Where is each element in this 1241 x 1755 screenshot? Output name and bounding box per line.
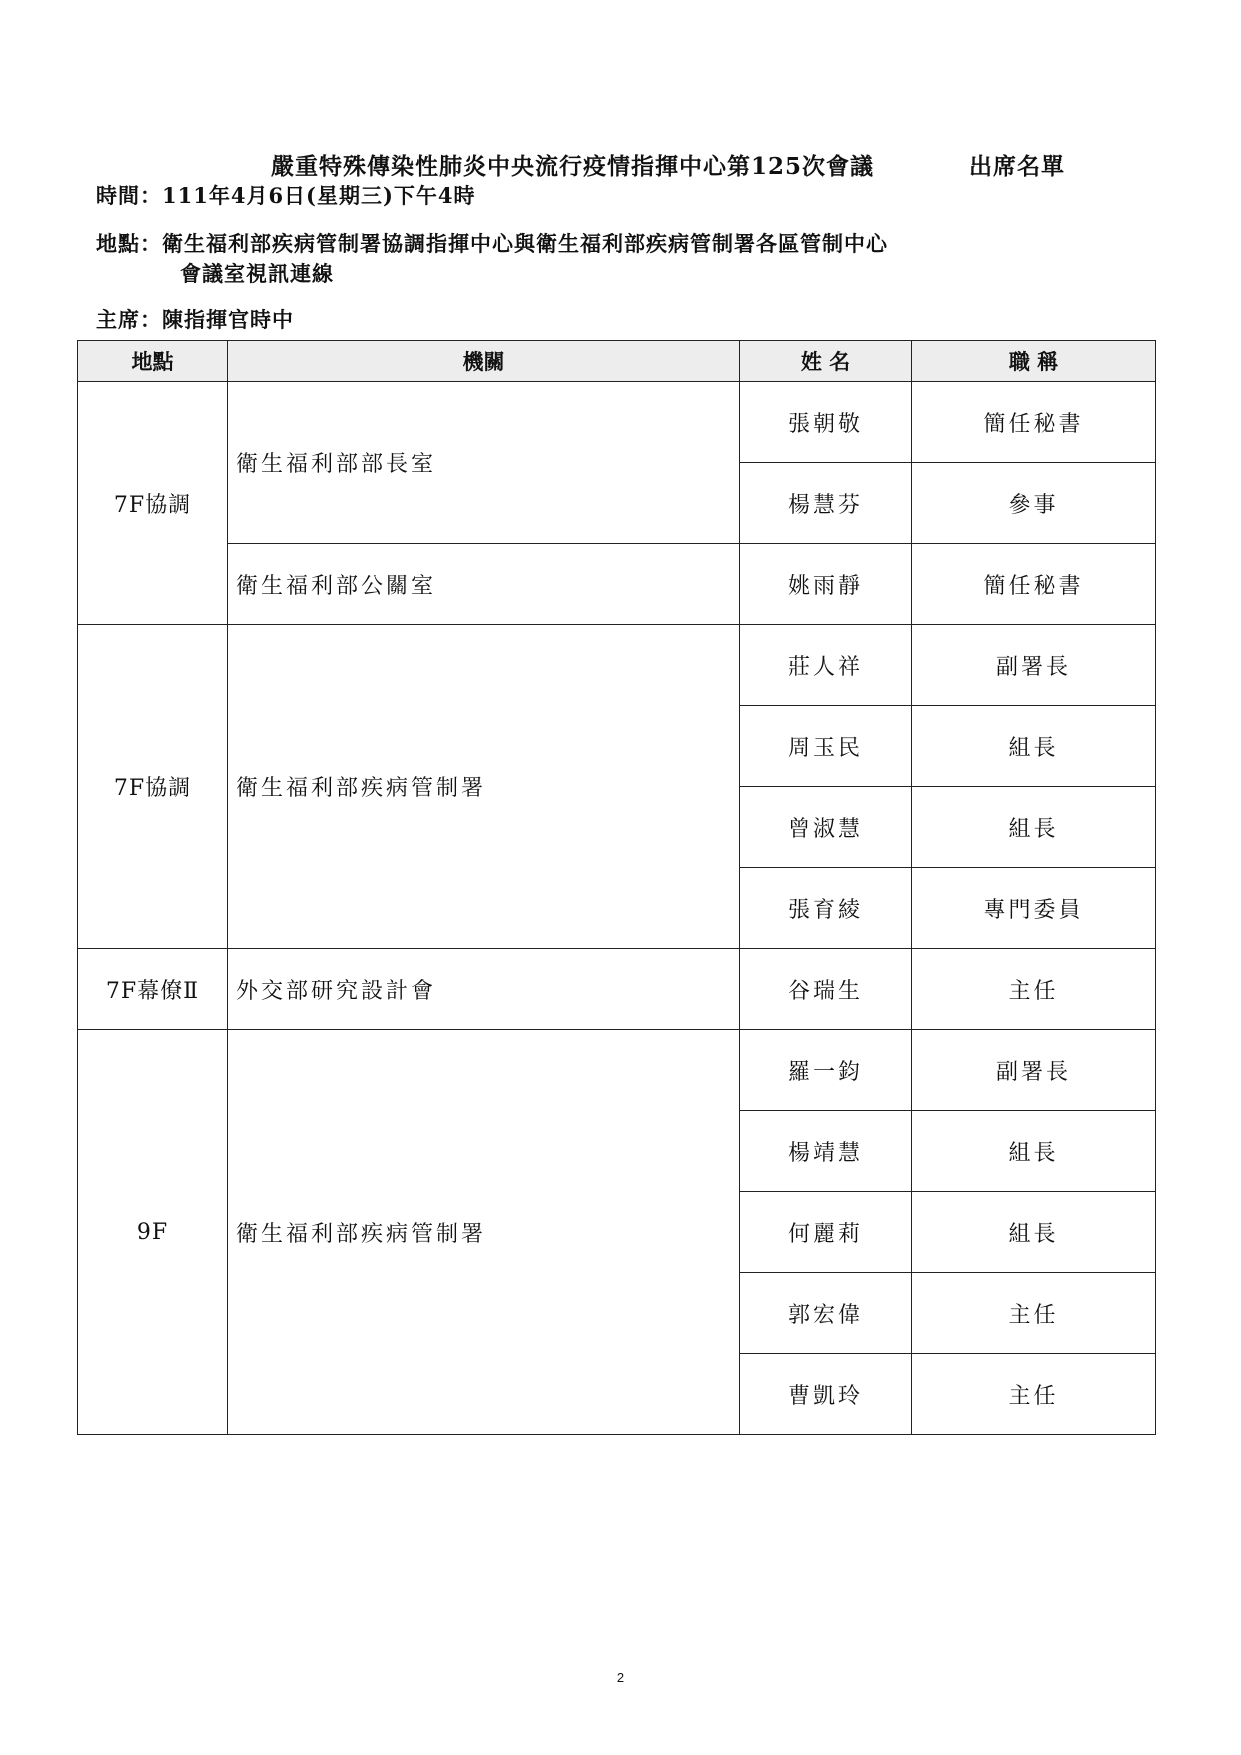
title-suffix: 出席名單 [969,153,1065,180]
person-title: 組長 [912,706,1156,787]
header-name: 姓 名 [740,341,912,382]
person-name: 張育綾 [740,868,912,949]
person-title: 專門委員 [912,868,1156,949]
location-cell: 9F [78,1030,228,1435]
person-name: 何麗莉 [740,1192,912,1273]
person-name: 楊靖慧 [740,1111,912,1192]
table-row [78,382,1156,463]
meeting-chair: 主席：陳指揮官時中 [96,307,294,332]
person-name: 張朝敬 [740,382,912,463]
title-main: 嚴重特殊傳染性肺炎中央流行疫情指揮中心第125次會議 [270,153,874,180]
organization-cell: 外交部研究設計會 [228,949,740,1030]
person-title: 副署長 [912,1030,1156,1111]
table-header-row [78,341,1156,382]
organization-cell: 衛生福利部部長室 [228,382,740,544]
location-cell: 7F協調 [78,382,228,625]
attendance-table [77,340,1156,1435]
page-number: 2 [616,1670,625,1685]
person-title: 主任 [912,1354,1156,1435]
person-name: 羅一鈞 [740,1030,912,1111]
person-title: 副署長 [912,625,1156,706]
header-organization: 機關 [228,341,740,382]
person-name: 莊人祥 [740,625,912,706]
table-row [78,625,1156,706]
header-location: 地點 [78,341,228,382]
organization-cell: 衛生福利部疾病管制署 [228,1030,740,1435]
person-title: 簡任秘書 [912,382,1156,463]
person-name: 周玉民 [740,706,912,787]
person-name: 曾淑慧 [740,787,912,868]
organization-cell: 衛生福利部疾病管制署 [228,625,740,949]
organization-cell: 衛生福利部公關室 [228,544,740,625]
person-name: 郭宏偉 [740,1273,912,1354]
person-title: 主任 [912,949,1156,1030]
person-title: 主任 [912,1273,1156,1354]
table-row [78,949,1156,1030]
person-name: 曹凱玲 [740,1354,912,1435]
person-title: 參事 [912,463,1156,544]
meeting-place-line2: 會議室視訊連線 [180,261,334,286]
person-name: 谷瑞生 [740,949,912,1030]
table-row [78,1030,1156,1111]
document-title [0,148,1241,181]
location-cell: 7F幕僚Ⅱ [78,949,228,1030]
person-name: 姚雨靜 [740,544,912,625]
meeting-time: 時間：111年4月6日(星期三)下午4時 [96,183,476,208]
person-name: 楊慧芬 [740,463,912,544]
person-title: 組長 [912,787,1156,868]
header-job-title: 職 稱 [912,341,1156,382]
person-title: 組長 [912,1111,1156,1192]
table-row [78,544,1156,625]
meeting-place-line1: 地點：衛生福利部疾病管制署協調指揮中心與衛生福利部疾病管制署各區管制中心 [96,231,888,256]
person-title: 簡任秘書 [912,544,1156,625]
person-title: 組長 [912,1192,1156,1273]
location-cell: 7F協調 [78,625,228,949]
